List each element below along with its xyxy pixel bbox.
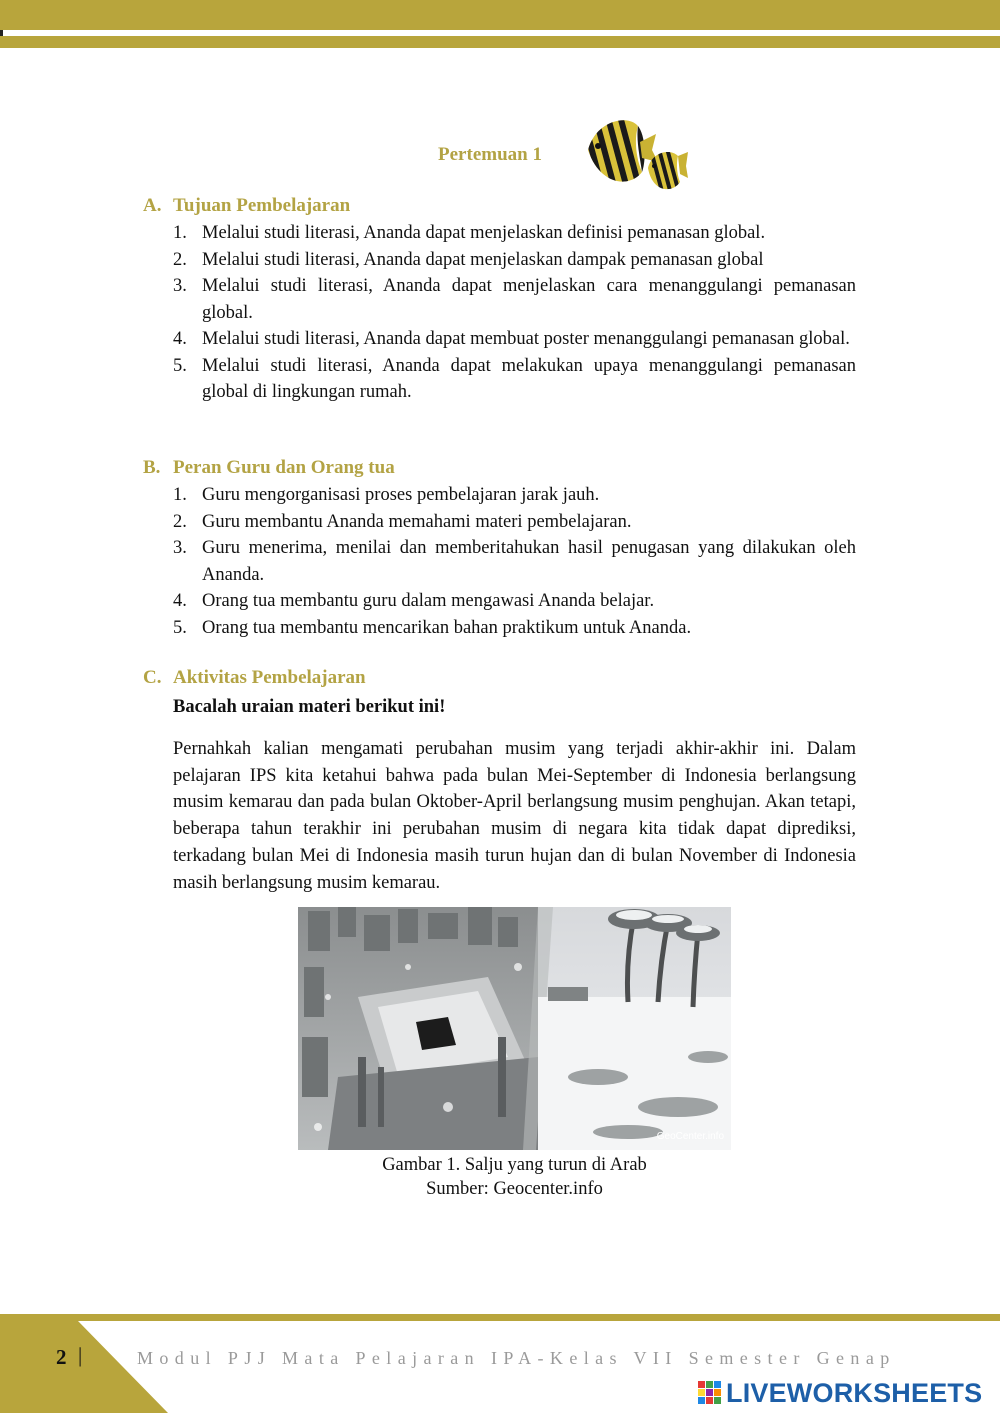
list-item bbox=[173, 509, 856, 536]
item-number: 3. bbox=[173, 276, 187, 296]
list-item bbox=[173, 353, 856, 406]
material-paragraph: Pernahkah kalian mengamati perubahan musim yang terjadi akhir-akhir ini. Dalam pelajaran IPS kita ketahui bahwa pada bulan Mei-September di Indonesia berlangsung musim kemarau dan pada bulan Oktober-April berlangsung musim penghujan. Akan tetapi, beberapa tahun terakhir ini perubahan musim di negara kita tidak dapat diprediksi, terkadang bulan Mei di Indonesia masih turun hujan dan di bulan November di Indonesia masih berlangsung musim kemarau. bbox=[173, 739, 856, 893]
list-item bbox=[173, 588, 856, 615]
section-c-letter: C. bbox=[143, 667, 162, 688]
item-number: 1. bbox=[173, 485, 187, 505]
section-c-heading bbox=[143, 667, 366, 689]
list-item bbox=[173, 535, 856, 588]
section-a-list bbox=[173, 220, 856, 406]
item-number: 2. bbox=[173, 249, 187, 270]
section-b-letter: B. bbox=[143, 457, 161, 478]
list-item bbox=[173, 326, 856, 353]
item-text: Orang tua membantu mencarikan bahan praktikum untuk Ananda. bbox=[202, 617, 692, 638]
item-number: 5. bbox=[173, 617, 187, 638]
figure-watermark: GeoCenter.info bbox=[656, 1131, 724, 1142]
item-text: Orang tua membantu guru dalam mengawasi Ananda belajar. bbox=[202, 591, 655, 611]
list-item bbox=[173, 615, 856, 642]
item-text: Melalui studi literasi, Ananda dapat melakukan upaya menanggulangi pemanasan global di lingkungan rumah. bbox=[202, 355, 856, 402]
list-item bbox=[173, 247, 856, 274]
item-text: Guru mengorganisasi proses pembelajaran jarak jauh. bbox=[202, 485, 600, 505]
item-text: Melalui studi literasi, Ananda dapat menjelaskan dampak pemanasan global bbox=[202, 249, 764, 270]
item-text: Guru menerima, menilai dan memberitahukan hasil penugasan yang dilakukan oleh Ananda. bbox=[202, 538, 856, 585]
figure-source: Sumber: Geocenter.info bbox=[426, 1179, 603, 1199]
liveworksheets-brand[interactable] bbox=[698, 1378, 982, 1408]
header-band bbox=[0, 0, 1000, 30]
page-number: 2 bbox=[56, 1345, 67, 1369]
item-text: Guru membantu Ananda memahami materi pembelajaran. bbox=[202, 511, 632, 532]
section-c-title: Aktivitas Pembelajaran bbox=[173, 667, 366, 688]
footer-band bbox=[0, 1314, 1000, 1321]
footer-text: Modul PJJ Mata Pelajaran IPA-Kelas VII Semester Genap bbox=[137, 1348, 896, 1368]
reading-instruction: Bacalah uraian materi berikut ini! bbox=[173, 697, 446, 717]
section-a-letter: A. bbox=[143, 195, 162, 216]
section-b-heading bbox=[143, 457, 395, 479]
item-number: 1. bbox=[173, 223, 187, 243]
item-text: Melalui studi literasi, Ananda dapat menjelaskan cara menanggulangi pemanasan global. bbox=[202, 276, 856, 323]
page-separator: | bbox=[78, 1343, 83, 1367]
item-number: 4. bbox=[173, 329, 187, 349]
item-number: 2. bbox=[173, 511, 187, 532]
figure-caption: Gambar 1. Salju yang turun di Arab bbox=[382, 1155, 647, 1175]
list-item bbox=[173, 482, 856, 509]
figure-caption-block bbox=[298, 1153, 731, 1201]
section-a-heading bbox=[143, 195, 350, 217]
fish-icon bbox=[580, 112, 690, 198]
list-item bbox=[173, 273, 856, 326]
item-text: Melalui studi literasi, Ananda dapat membuat poster menanggulangi pemanasan global. bbox=[202, 329, 850, 349]
list-item bbox=[173, 220, 856, 247]
liveworksheets-logo-icon bbox=[698, 1381, 722, 1405]
section-b-title: Peran Guru dan Orang tua bbox=[173, 457, 395, 478]
page-title: Pertemuan 1 bbox=[438, 144, 542, 165]
item-text: Melalui studi literasi, Ananda dapat menjelaskan definisi pemanasan global. bbox=[202, 223, 766, 243]
item-number: 5. bbox=[173, 355, 187, 376]
item-number: 4. bbox=[173, 591, 187, 611]
section-a-title: Tujuan Pembelajaran bbox=[173, 195, 351, 216]
section-b-list bbox=[173, 482, 856, 641]
item-number: 3. bbox=[173, 538, 187, 558]
header-band-lower bbox=[0, 36, 1000, 48]
liveworksheets-wordmark: LIVEWORKSHEETS bbox=[726, 1377, 983, 1408]
figure-image bbox=[298, 907, 731, 1150]
